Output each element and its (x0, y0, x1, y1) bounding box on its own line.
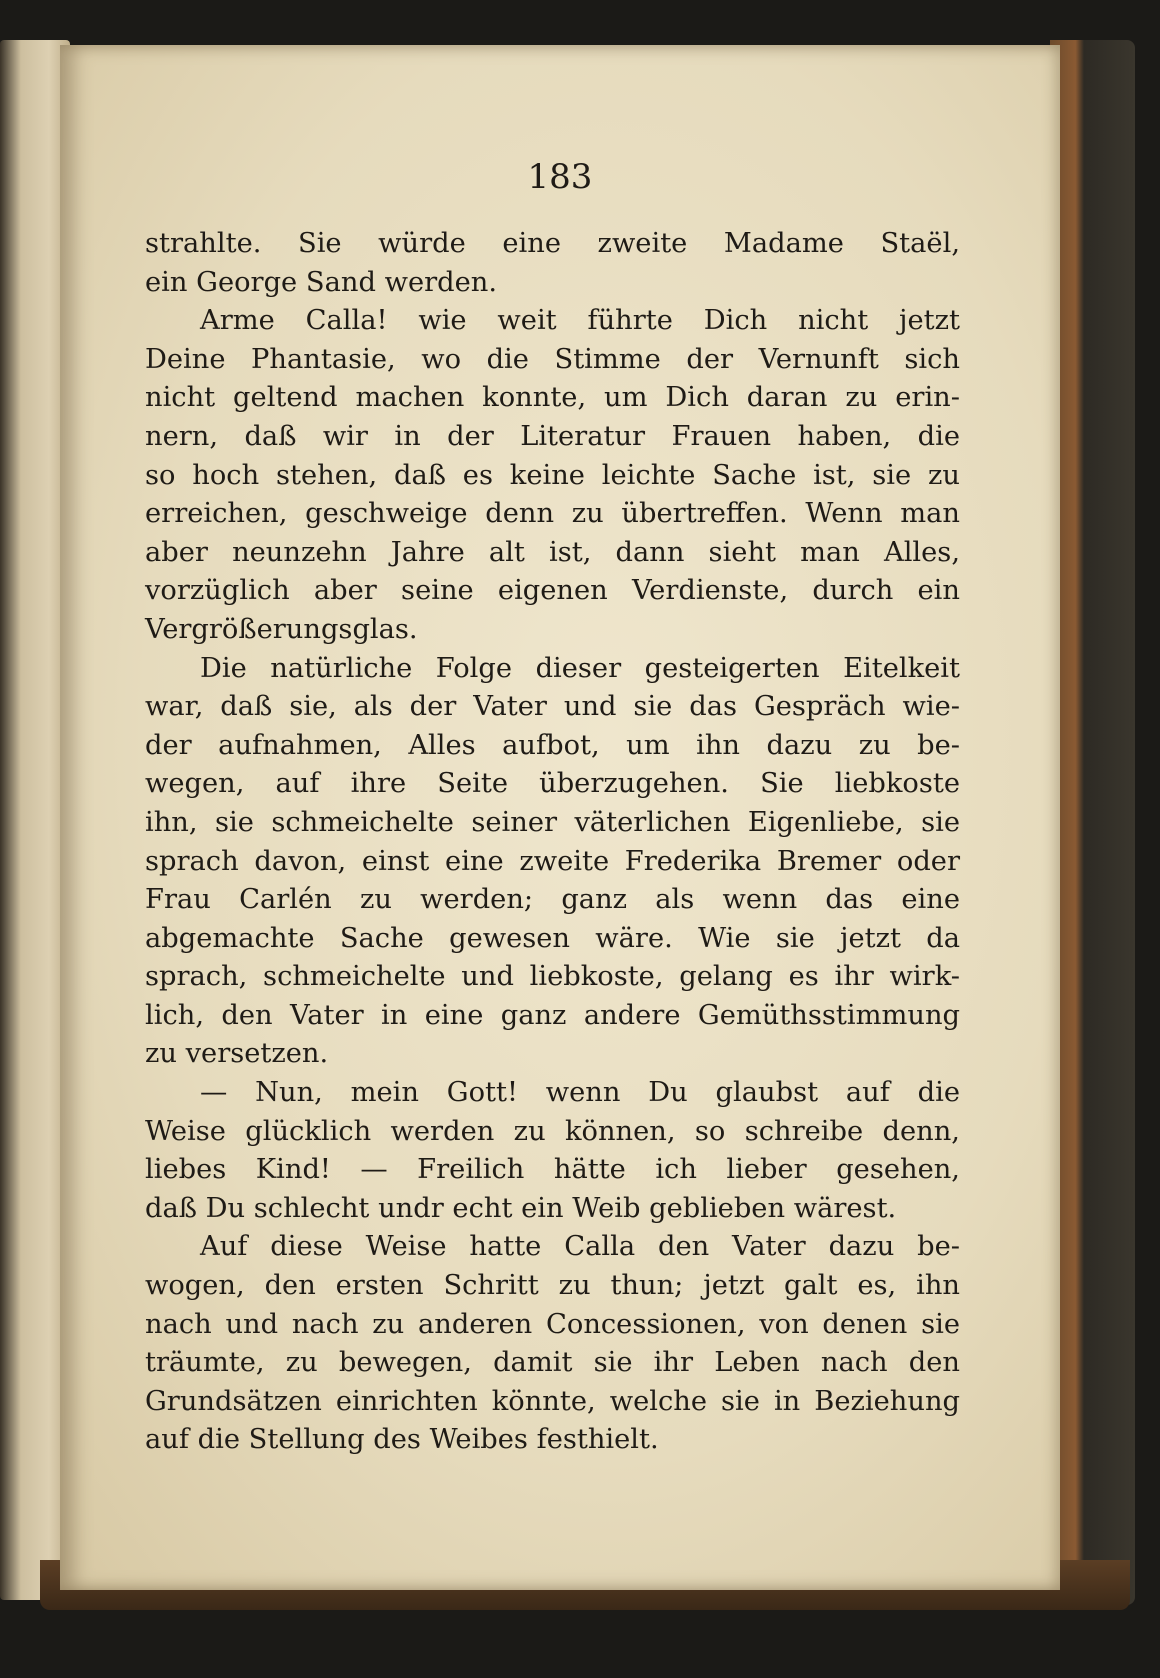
page-number: 183 (527, 157, 593, 197)
text-line: Arme Calla! wie weit führte Dich nicht jetzt (200, 305, 960, 337)
text-line: nach und nach zu anderen Concessionen, von denen sie (145, 1308, 960, 1340)
text-line: strahlte. Sie würde eine zweite Madame Staël, (145, 228, 960, 259)
text-line: Weise glücklich werden zu können, so schreibe denn, (145, 1115, 960, 1147)
text-line: war, daß sie, als der Vater und sie das Gespräch wie- (145, 691, 960, 723)
text-line: Die natürliche Folge dieser gesteigerten Eitelkeit (200, 652, 960, 684)
text-line: vorzüglich aber seine eigenen Verdienste, durch ein (145, 575, 960, 607)
text-line: der aufnahmen, Alles aufbot, um ihn dazu zu be- (145, 729, 960, 761)
text-line: ihn, sie schmeichelte seiner väterlichen Eigenliebe, sie (145, 806, 960, 838)
text-line: träumte, zu bewegen, damit sie ihr Leben nach den (145, 1347, 960, 1379)
text-line: so hoch stehen, daß es keine leichte Sache ist, sie zu (145, 459, 960, 491)
text-line: erreichen, geschweige denn zu übertreffen. Wenn man (145, 498, 960, 530)
text-line: wogen, den ersten Schritt zu thun; jetzt galt es, ihn (145, 1270, 960, 1302)
text-line: sprach, schmeichelte und liebkoste, gelang es ihr wirk- (145, 961, 960, 993)
text-line: Grundsätzen einrichten könnte, welche sie in Beziehung (145, 1385, 960, 1417)
page-text (145, 225, 960, 1460)
text-line: Frau Carlén zu werden; ganz als wenn das eine (145, 884, 960, 916)
text-line: Vergrößerungsglas. (145, 613, 418, 645)
text-line: ein George Sand werden. (145, 266, 498, 298)
text-line: wegen, auf ihre Seite überzugehen. Sie liebkoste (145, 768, 960, 800)
book-cover-right (1050, 40, 1135, 1605)
text-line: nern, daß wir in der Literatur Frauen haben, die (145, 420, 960, 452)
book-page (60, 45, 1060, 1590)
text-line: abgemachte Sache gewesen wäre. Wie sie jetzt da (145, 922, 960, 954)
text-line: liebes Kind! — Freilich hätte ich lieber gesehen, (145, 1154, 960, 1186)
text-line: daß Du schlecht undr echt ein Weib geblieben wärest. (145, 1192, 897, 1224)
text-line: zu versetzen. (145, 1038, 329, 1070)
text-line: auf die Stellung des Weibes festhielt. (145, 1424, 659, 1456)
text-line: nicht geltend machen konnte, um Dich daran zu erin- (145, 382, 960, 414)
text-line: aber neunzehn Jahre alt ist, dann sieht man Alles, (145, 536, 960, 568)
text-line: — Nun, mein Gott! wenn Du glaubst auf die (200, 1077, 960, 1109)
text-line: Deine Phantasie, wo die Stimme der Vernunft sich (145, 343, 960, 375)
text-line: lich, den Vater in eine ganz andere Gemüthsstimmung (145, 999, 960, 1031)
text-line: sprach davon, einst eine zweite Frederika Bremer oder (145, 845, 960, 877)
text-line: Auf diese Weise hatte Calla den Vater dazu be- (200, 1231, 960, 1263)
